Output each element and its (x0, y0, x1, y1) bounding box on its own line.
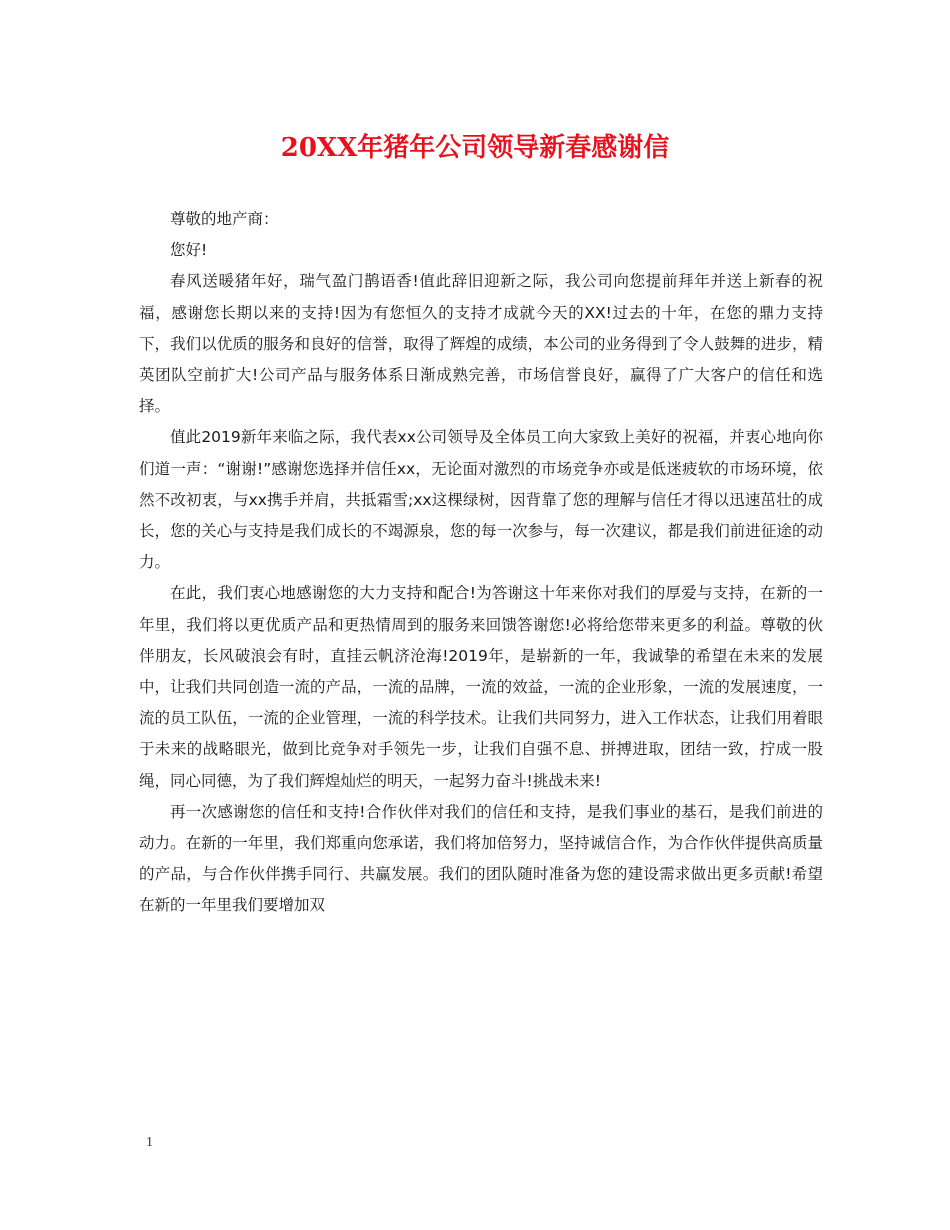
salutation: 尊敬的地产商： (170, 210, 279, 228)
paragraph-1: 春风送暖猪年好，瑞气盈门鹊语香!值此辞旧迎新之际，我公司向您提前拜年并送上新春的祝福，感谢您长期以来的支持!因为有您恒久的支持才成就今天的XX!过去的十年，在您的鼎力支持下，我们以优质的服务和良好的信誉，取得了辉煌的成绩，本公司的业务得到了令人鼓舞的进步，精英团队空前扩大!公司产品与服务体系日渐成熟完善，市场信誉良好，赢得了广大客户的信任和选择。 (139, 272, 823, 416)
page-number: 1 (146, 1135, 153, 1150)
paragraph-2: 值此2019新年来临之际，我代表xx公司领导及全体员工向大家致上美好的祝福，并衷心地向你们道一声：“谢谢!”感谢您选择并信任xx，无论面对激烈的市场竞争亦或是低迷疲软的市场环境，依然不改初衷，与xx携手并肩，共抵霜雪;xx这棵绿树，因背靠了您的理解与信任才得以迅速茁壮的成长，您的关心与支持是我们成长的不竭源泉，您的每一次参与，每一次建议，都是我们前进征途的动力。 (139, 428, 823, 572)
letter-body (139, 204, 823, 922)
document-title: 20XX年猪年公司领导新春感谢信 (280, 133, 670, 163)
greeting: 您好! (170, 241, 208, 260)
paragraph-3: 在此，我们衷心地感谢您的大力支持和配合!为答谢这十年来你对我们的厚爱与支持，在新的一年里，我们将以更优质产品和更热情周到的服务来回馈答谢您!必将给您带来更多的利益。尊敬的伙伴朋友，长风破浪会有时，直挂云帆济沧海!2019年，是崭新的一年，我诚挚的希望在未来的发展中，让我们共同创造一流的产品，一流的品牌，一流的效益，一流的企业形象，一流的发展速度，一流的员工队伍，一流的企业管理，一流的科学技术。让我们共同努力，进入工作状态，让我们用着眼于未来的战略眼光，做到比竞争对手领先一步，让我们自强不息、拼搏进取，团结一致，拧成一股绳，同心同德，为了我们辉煌灿烂的明天，一起努力奋斗!挑战未来! (139, 584, 823, 790)
paragraph-4: 再一次感谢您的信任和支持!合作伙伴对我们的信任和支持，是我们事业的基石，是我们前进的动力。在新的一年里，我们郑重向您承诺，我们将加倍努力，坚持诚信合作，为合作伙伴提供高质量的产品，与合作伙伴携手同行、共赢发展。我们的团队随时准备为您的建设需求做出更多贡献!希望在新的一年里我们要增加双 (139, 802, 823, 915)
